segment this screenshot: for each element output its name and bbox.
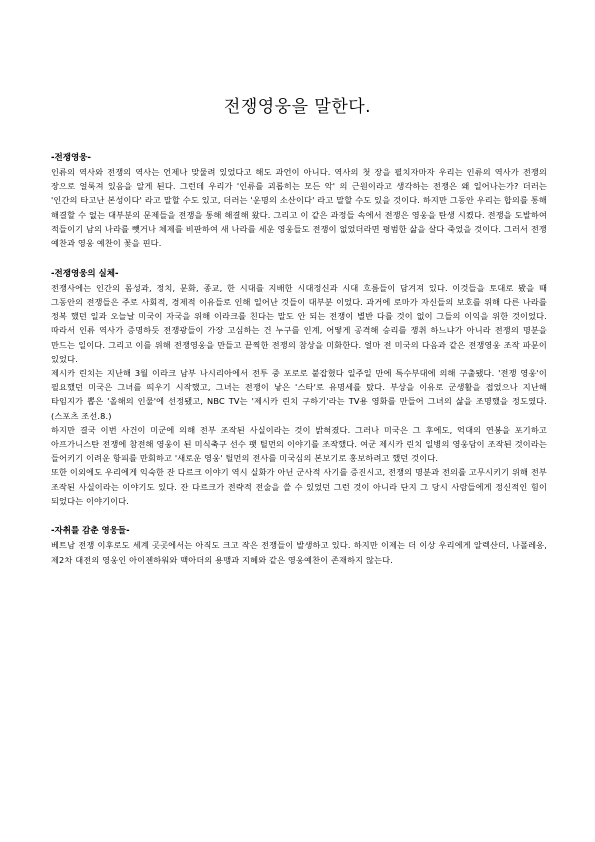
section-heading: -전쟁영웅- <box>51 153 91 163</box>
paragraph: 제시카 린치는 지난해 3월 이라크 남부 나시리아에서 전투 중 포로로 붙잡혔다 일주일 만에 특수부대에 의해 구출됐다. '전쟁 영웅'이 필요했던 미국은 그녀를 띄우기 시작했고, 그녀는 전쟁이 낳은 '스타'로 유명세를 탔다. 부상을 이유로 군생활을 접었으나 지난해 타임지가 뽑은 '올해의 인물'에 선정됐고, NBC TV는 '제시카 린치 구하기'라는 TV용 영화를 만들어 그녀의 삶을 조명했을 정도였다. (스포츠 조선.8.) <box>51 367 547 421</box>
document-body <box>51 152 547 584</box>
document-title: 전쟁영웅을 말한다. <box>223 97 372 117</box>
paragraph: 인류의 역사와 전쟁의 역사는 언제나 맞물려 있었다고 해도 과언이 아니다. 역사의 첫 장을 펼치자마자 우리는 인류의 역사가 전쟁의 장으로 얼룩져 있음을 알게 된다. 그런데 우리가 '인류를 괴롭히는 모든 악' 의 근원이라고 생각하는 전쟁은 왜 일어나는가? 더러는 '인간의 타고난 본성이다' 라고 말할 수도 있고, 더러는 '운명의 소산이다' 라고 말할 수도 있을 것이다. 하지만 그동안 우리는 합의를 통해 해결할 수 없는 대부분의 문제들을 전쟁을 통해 해결해 왔다. 그리고 이 같은 과정들 속에서 전쟁은 영웅을 탄생 시켰다. 전쟁을 도발하여 적들이기 남의 나라를 뺏거나 체제를 비판하여 새 나라를 세운 영웅들도 전쟁이 없었더라면 평범한 삶을 살다 죽었을 것이다. 그러서 전쟁 예찬과 영웅 예찬이 꽃을 핀다. <box>51 167 547 249</box>
section-war-hero-reality <box>51 268 547 508</box>
paragraph: 하지만 결국 이번 사건이 미군에 의해 전부 조작된 사실이라는 것이 밝혀졌다. 그러나 미국은 그 후에도, 억대의 연봉을 포기하고 아프가니스탄 전쟁에 참전해 영웅이 된 미식축구 선수 팻 틸먼의 이야기를 조작했다. 여군 제시카 린치 일병의 영웅담이 조작된 것이라는 들어키기 이려운 항피를 만회하고 '새로운 영웅' 틸먼의 전사를 미국심의 본보기로 홍보하려고 했던 것이다. <box>51 424 547 464</box>
paragraph: 베트남 전쟁 이후로도 세계 곳곳에서는 아직도 크고 작은 전쟁들이 발생하고 있다. 하지만 이제는 더 이상 우리에게 알렉산더, 나폴레옹, 제2차 대전의 영웅인 아이젠하워와 맥아더의 용맹과 지혜와 같은 영웅예찬이 존재하지 않는다. <box>51 540 547 565</box>
section-war-hero <box>51 152 547 250</box>
paragraph: 또한 이외에도 우리에게 익숙한 잔 다르크 이야기 역시 실화가 아닌 군사적 사기를 증진시고, 전쟁의 명분과 전의를 고무시키기 위해 전부 조작된 사실이라는 이야기도 있다. 잔 다르크가 전략적 전술을 쓸 수 있었던 그런 것이 아니라 단지 그 당시 사람들에게 정신적인 힘이 되었다는 이야기이다. <box>51 467 547 506</box>
section-heading: -자취를 감춘 영웅들- <box>51 526 130 537</box>
paragraph: 전쟁사에는 인간의 몸성과, 정치, 문화, 종교, 한 시대를 지배한 시대정신과 시대 흐름들이 담겨져 있다. 이것들을 토대로 봤을 때 그동안의 전쟁들은 주로 사회적, 경제적 이유들로 인해 일어난 것들이 대부분 이었다. 과거에 로마가 자신들의 보호를 위해 다른 나라를 정복 했던 일과 오늘날 미국이 자국을 위해 이라크를 친다는 말도 안 되는 전쟁이 별반 다를 것이 없이 그들의 이익을 위한 것이었다. 따라서 인류 역사가 증명하듯 전쟁광들이 가장 고심하는 건 누구를 인계, 어떻게 공격해 승리를 쟁취 하느냐가 아니라 전쟁의 명분을 만드는 일이다. 그리고 이를 위해 전쟁영웅을 만들고 끝찍한 전쟁의 참상을 미화한다. 얼마 전 미국의 다음과 같은 전쟁영웅 조작 파문이 있었다. <box>51 282 547 364</box>
section-vanished-heroes <box>51 525 547 566</box>
section-heading: -전쟁영웅의 실체- <box>51 268 119 279</box>
